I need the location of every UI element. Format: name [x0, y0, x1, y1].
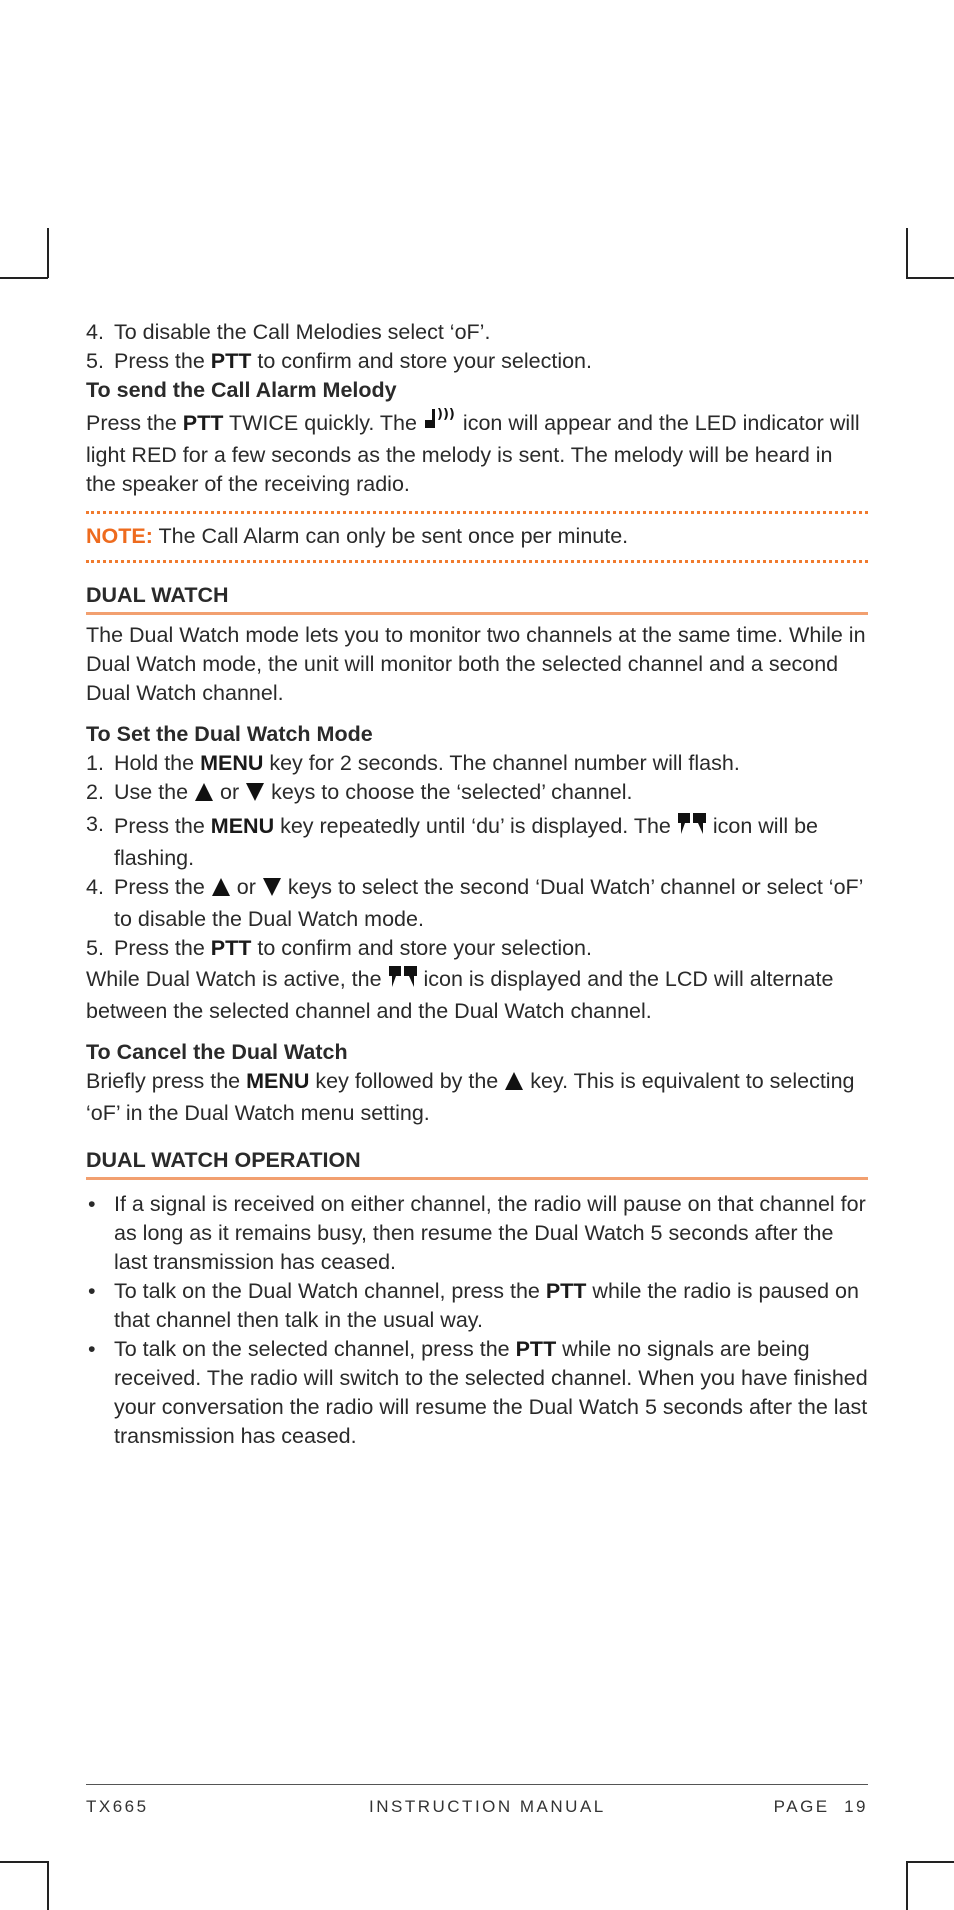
list-item: • To talk on the selected channel, press the PTT while no signals are being received. The radio will switch to the selected channel. When you have finished your conversation the radio will resume the Dual Watch 5 seconds after the last transmission has ceased. [88, 1337, 868, 1448]
cancel-dual-watch-heading: To Cancel the Dual Watch [86, 1040, 348, 1064]
footer-model: TX665 [86, 1797, 149, 1816]
step-select-second-channel: 4. Press the or keys to select the second ‘Dual Watch’ channel or select ‘oF’ to disable the Dual Watch mode. [86, 875, 863, 931]
set-dual-watch-heading: To Set the Dual Watch Mode [86, 722, 373, 746]
crop-mark [47, 228, 49, 278]
svg-text:))): ))) [436, 407, 455, 422]
dual-watch-icon [388, 963, 418, 997]
crop-mark [0, 1861, 48, 1863]
note-box [86, 511, 868, 563]
crop-mark [47, 1861, 49, 1910]
step-disable-melodies: 4. To disable the Call Melodies select ‘oF’. [86, 320, 491, 344]
step-choose-channel: 2. Use the or keys to choose the ‘selected’ channel. [86, 778, 868, 810]
up-arrow-icon [504, 1070, 524, 1099]
dual-watch-icon [677, 810, 707, 844]
bullet-icon: • [88, 1337, 96, 1361]
call-alarm-heading: To send the Call Alarm Melody [86, 378, 397, 402]
dual-watch-active-paragraph: While Dual Watch is active, the icon is displayed and the LCD will alternate between the selected channel and the Dual Watch channel. [86, 963, 868, 1026]
note-label: NOTE: [86, 524, 153, 548]
bullet-icon: • [88, 1192, 96, 1216]
step-confirm-selection: 5. Press the PTT to confirm and store your selection. [86, 349, 592, 373]
page-content [86, 318, 868, 1451]
melody-icon [423, 405, 457, 441]
crop-mark [906, 277, 954, 279]
call-alarm-paragraph: Press the PTT TWICE quickly. The ))) icon will appear and the LED indicator will light RED for a few seconds as the melody is sent. The melody will be heard in the speaker of the receiving radio. [86, 407, 860, 496]
down-arrow-icon [262, 876, 282, 905]
crop-mark [906, 1861, 908, 1910]
crop-mark [906, 1861, 954, 1863]
footer-title: INSTRUCTION MANUAL [369, 1797, 606, 1816]
footer-page-number: PAGE 19 [773, 1797, 868, 1816]
cancel-dual-watch-paragraph: Briefly press the MENU key followed by the key. This is equivalent to selecting ‘oF’ in the Dual Watch menu setting. [86, 1069, 855, 1125]
crop-mark [0, 277, 48, 279]
up-arrow-icon [194, 781, 214, 810]
step-confirm-dual-watch: 5. Press the PTT to confirm and store your selection. [86, 936, 592, 960]
list-item: • If a signal is received on either channel, the radio will pause on that channel for as long as it remains busy, then resume the Dual Watch 5 seconds after the last transmission has ceased. [88, 1192, 866, 1274]
dual-watch-heading: DUAL WATCH [86, 581, 868, 615]
list-item: • To talk on the Dual Watch channel, press the PTT while the radio is paused on that channel then talk in the usual way. [88, 1279, 859, 1332]
dual-watch-operation-heading: DUAL WATCH OPERATION [86, 1146, 868, 1180]
dual-watch-intro: The Dual Watch mode lets you to monitor two channels at the same time. While in Dual Watch mode, the unit will monitor both the selected channel and a second Dual Watch channel. [86, 623, 866, 705]
step-hold-menu: 1. Hold the MENU key for 2 seconds. The channel number will flash. [86, 751, 740, 775]
up-arrow-icon [211, 876, 231, 905]
crop-mark [906, 228, 908, 278]
note-text: The Call Alarm can only be sent once per minute. [152, 524, 629, 548]
step-press-menu: 3. Press the MENU key repeatedly until ‘du’ is displayed. The icon will be flashing. [86, 812, 819, 870]
bullet-icon: • [88, 1279, 96, 1303]
page-footer [86, 1784, 868, 1816]
down-arrow-icon [245, 781, 265, 810]
